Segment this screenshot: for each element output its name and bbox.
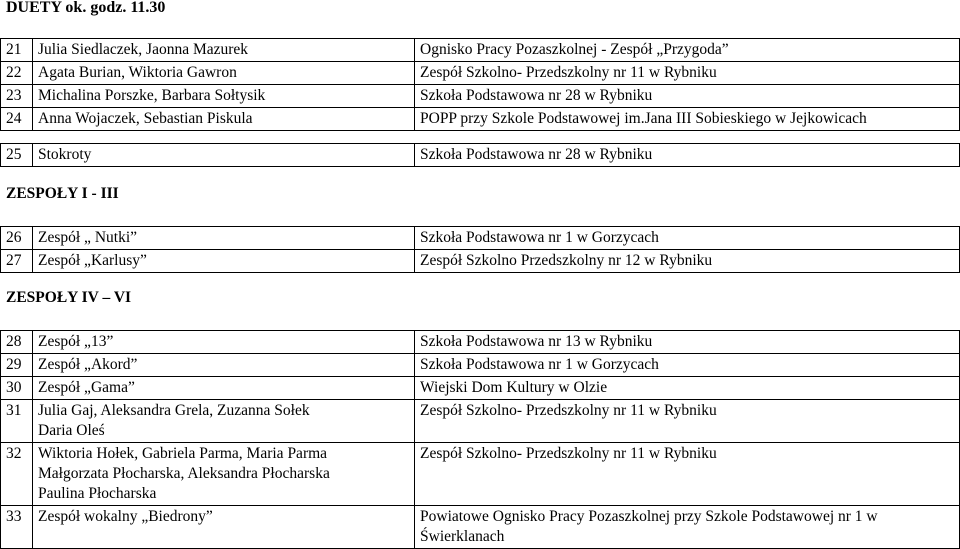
row-number: 25 (1, 144, 33, 167)
name-line: Julia Gaj, Aleksandra Grela, Zuzanna Sołek (38, 402, 310, 419)
institution-line: Powiatowe Ognisko Pracy Pozaszkolnej przy Szkole Podstawowej nr 1 w (420, 508, 878, 525)
duets-table (0, 38, 960, 131)
ensemble-name: Zespół „Gama” (33, 377, 415, 400)
institution: Zespół Szkolno- Przedszkolny nr 11 w Rybniku (415, 400, 960, 443)
row-number: 24 (1, 108, 33, 131)
participant-names: Agata Burian, Wiktoria Gawron (33, 62, 415, 85)
row-number: 22 (1, 62, 33, 85)
table-row (1, 400, 960, 443)
ensemble-name: Zespół „ Nutki” (33, 227, 415, 250)
row-number: 30 (1, 377, 33, 400)
row-number: 28 (1, 331, 33, 354)
table-row (1, 250, 960, 273)
institution: POPP przy Szkole Podstawowej im.Jana III Sobieskiego w Jejkowicach (415, 108, 960, 131)
institution: Zespół Szkolno- Przedszkolny nr 11 w Rybniku (415, 443, 960, 506)
table-row (1, 331, 960, 354)
institution: Szkoła Podstawowa nr 13 w Rybniku (415, 331, 960, 354)
institution: Szkoła Podstawowa nr 1 w Gorzycach (415, 227, 960, 250)
participant-names: Anna Wojaczek, Sebastian Piskula (33, 108, 415, 131)
ensembles-iv-vi-table (0, 330, 960, 549)
row-number: 26 (1, 227, 33, 250)
table-row (1, 85, 960, 108)
section-heading-iv-vi: ZESPOŁY IV – VI (6, 289, 132, 306)
name-line: Wiktoria Hołek, Gabriela Parma, Maria Parma (38, 445, 328, 462)
page-heading: DUETY ok. godz. 11.30 (6, 0, 166, 16)
table-row (1, 227, 960, 250)
table-row (1, 39, 960, 62)
table-row (1, 108, 960, 131)
institution (415, 506, 960, 549)
ensembles-i-iii-table (0, 226, 960, 273)
participant-names: Michalina Porszke, Barbara Sołtysik (33, 85, 415, 108)
institution-line: Świerklanach (420, 528, 505, 545)
ensemble-name: Zespół „13” (33, 331, 415, 354)
row-number: 31 (1, 400, 33, 443)
name-line: Małgorzata Płocharska, Aleksandra Płocharska (38, 465, 330, 482)
duets-table-extra (0, 143, 960, 167)
ensemble-name: Zespół wokalny „Biedrony” (33, 506, 415, 549)
row-number: 27 (1, 250, 33, 273)
row-number: 29 (1, 354, 33, 377)
row-number: 21 (1, 39, 33, 62)
name-line: Paulina Płocharska (38, 485, 157, 502)
table-row (1, 443, 960, 506)
section-heading-i-iii: ZESPOŁY I - III (6, 185, 119, 202)
row-number: 23 (1, 85, 33, 108)
institution: Szkoła Podstawowa nr 28 w Rybniku (415, 144, 960, 167)
table-row (1, 354, 960, 377)
institution: Ognisko Pracy Pozaszkolnej - Zespół „Przygoda” (415, 39, 960, 62)
ensemble-name: Zespół „Karlusy” (33, 250, 415, 273)
table-row (1, 506, 960, 549)
table-row (1, 377, 960, 400)
participant-names: Julia Siedlaczek, Jaonna Mazurek (33, 39, 415, 62)
participant-names (33, 400, 415, 443)
institution: Zespół Szkolno Przedszkolny nr 12 w Rybniku (415, 250, 960, 273)
name-line: Daria Oleś (38, 422, 105, 439)
row-number: 33 (1, 506, 33, 549)
row-number: 32 (1, 443, 33, 506)
institution: Szkoła Podstawowa nr 1 w Gorzycach (415, 354, 960, 377)
ensemble-name: Zespół „Akord” (33, 354, 415, 377)
institution: Zespół Szkolno- Przedszkolny nr 11 w Rybniku (415, 62, 960, 85)
institution: Wiejski Dom Kultury w Olzie (415, 377, 960, 400)
table-row (1, 144, 960, 167)
participant-names (33, 443, 415, 506)
institution: Szkoła Podstawowa nr 28 w Rybniku (415, 85, 960, 108)
table-row (1, 62, 960, 85)
participant-names: Stokroty (33, 144, 415, 167)
